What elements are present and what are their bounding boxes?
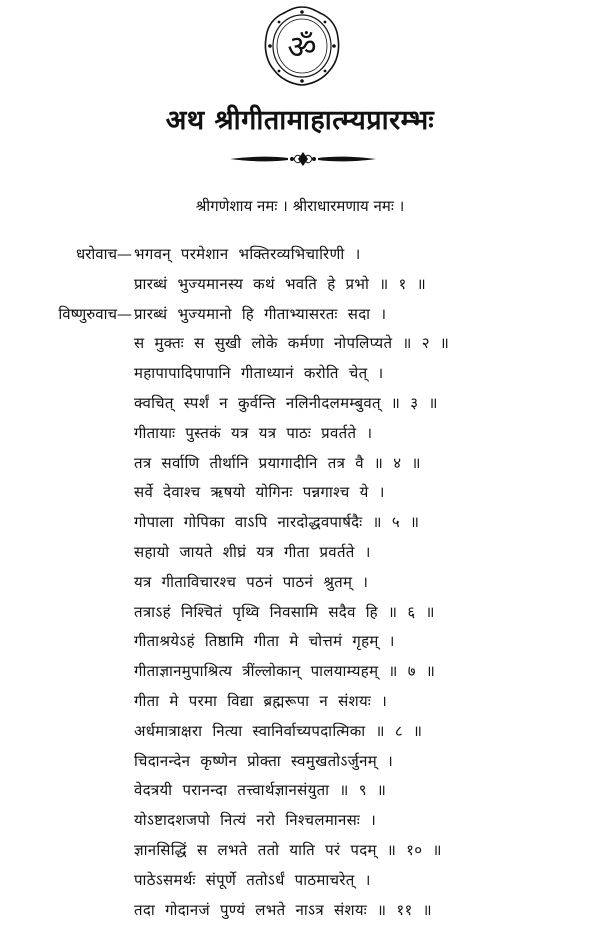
verse-line [18,568,592,598]
verse-line [18,359,592,389]
verse-text: प्रारब्धं भुज्यमानस्य कथं भवति हे प्रभो ॥ १ ॥ [134,274,427,293]
verse-text: गोपाला गोपिका वाऽपि नारदोद्धवपार्षदैः ॥ ५ ॥ [134,513,420,532]
speaker-label: विष्णुरुवाच— [58,304,132,323]
verse-text: महापापादिपापानि गीताध्यानं करोति चेत् । [134,364,384,383]
verse-line [18,776,592,806]
verse-line [18,419,592,449]
verse-text: गीता मे परमा विद्या ब्रह्मरूपा न संशयः । [134,691,388,710]
om-seal-icon [262,4,342,88]
verse-line [18,240,592,270]
verse-line [18,717,592,747]
verse-line [18,836,592,866]
verse-line [18,389,592,419]
verse-text: ज्ञानसिद्धिं स लभते ततो याति परं पदम् ॥ १० ॥ [134,840,442,859]
verse-text: तत्राऽहं निश्चितं पृथ्वि निवसामि सदैव हि ॥ ६ ॥ [134,602,435,621]
verse-text: क्वचित् स्पर्शं न कुर्वन्ति नलिनीदलमम्बुवत् ॥ ३ ॥ [134,393,438,412]
verse-text: योऽष्टादशजपो नित्यं नरो निश्चलमानसः । [134,811,377,830]
verse-text: तदा गोदानजं पुण्यं लभते नाऽत्र संशयः ॥ ११ ॥ [134,900,432,919]
verse-line [18,449,592,479]
verse-line [18,598,592,628]
verse-text: भगवन् परमेशान भक्तिरव्यभिचारिणी । [134,245,361,263]
verse-line [18,896,592,926]
verse-line [18,866,592,896]
verse-text: गीताश्रयेऽहं तिष्ठामि गीता मे चोत्तमं गृहम् । [134,632,395,651]
invocation-line: श्रीगणेशाय नमः । श्रीराधारमणाय नमः । [195,197,405,215]
verse-line [18,657,592,687]
verse-text: अर्धमात्राक्षरा नित्या स्वानिर्वाच्यपदात्मिका ॥ ८ ॥ [134,721,423,740]
verse-text: गीताज्ञानमुपाश्रित्य त्रींल्लोकान् पालयाम्यहम् ॥ ७ ॥ [134,662,436,681]
speaker-label: धरोवाच— [76,245,132,263]
verse-line [18,300,592,330]
verse-line [18,538,592,568]
verse-text: चिदानन्देन कृष्णेन प्रोक्ता स्वमुखतोऽर्जुनम् । [134,751,394,770]
verse-text: पाठेऽसमर्थः संपूर्णे ततोऽर्धं पाठमाचरेत् । [134,870,371,889]
verse-line [18,329,592,359]
verse-line [18,270,592,300]
verse-text: स मुक्तः स सुखी लोके कर्मणा नोपलिप्यते ॥ २ ॥ [134,334,450,353]
page-title: अथ श्रीगीतामाहात्म्यप्रारम्भः [165,105,435,136]
verse-line [18,478,592,508]
divider-ornament-icon [228,150,378,168]
verse-text: सर्वे देवाश्च ऋषयो योगिनः पन्नगाश्च ये । [134,483,385,502]
verse-text: गीतायाः पुस्तकं यत्र यत्र पाठः प्रवर्तते । [134,423,373,442]
verse-line [18,747,592,777]
verse-line [18,687,592,717]
verse-line [18,806,592,836]
verse-text: प्रारब्धं भुज्यमानो हि गीताभ्यासरतः सदा । [134,304,387,323]
verse-list [18,240,592,925]
verse-text: सहायो जायते शीघ्रं यत्र गीता प्रवर्तते । [134,542,371,561]
om-symbol: ॐ [287,28,317,66]
verse-line [18,508,592,538]
verse-text: तत्र सर्वाणि तीर्थानि प्रयागादीनि तत्र वै ॥ ४ ॥ [134,453,421,472]
verse-line [18,627,592,657]
verse-text: वेदत्रयी परानन्दा तत्त्वार्थज्ञानसंयुता ॥ ९ ॥ [134,781,387,800]
verse-text: यत्र गीताविचारश्च पठनं पाठनं श्रुतम् । [134,572,369,591]
